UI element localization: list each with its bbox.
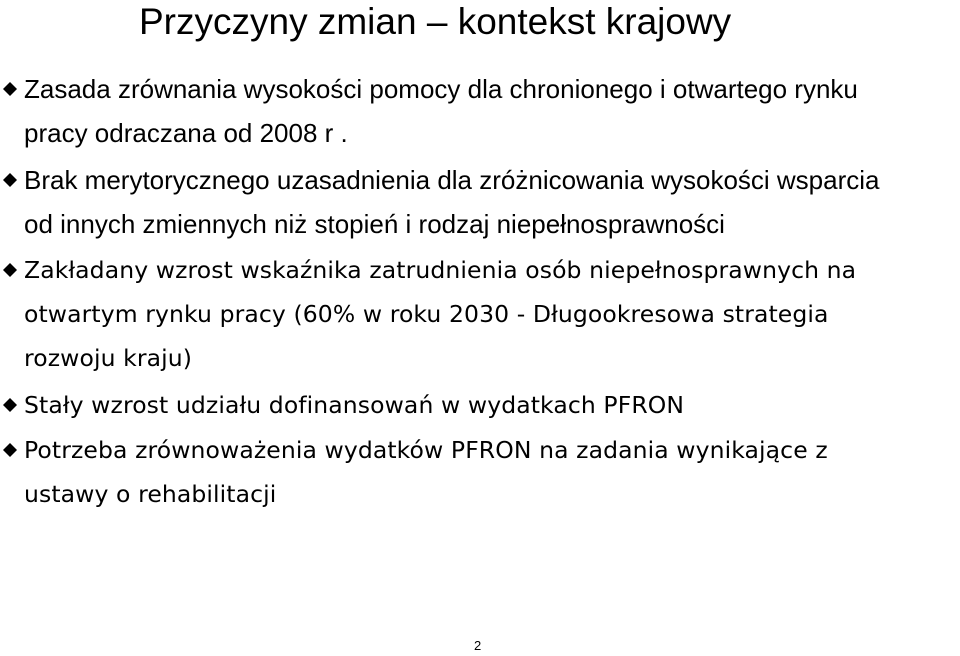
filled-diamond-icon: [3, 443, 17, 457]
bullet-text: [24, 383, 959, 427]
page-number: 2: [474, 638, 482, 653]
filled-diamond-icon: [3, 82, 17, 96]
bullet-line: Brak merytorycznego uzasadnienia dla zróżnicowania wysokości wsparcia: [24, 165, 880, 195]
filled-diamond-icon: [3, 398, 17, 412]
bullet-text: [24, 428, 959, 516]
filled-diamond-icon: [3, 263, 17, 277]
filled-diamond-icon: [3, 173, 17, 187]
bullet-line: Potrzeba zrównoważenia wydatków PFRON na zadania wynikające z: [24, 436, 828, 464]
bullet-line: Zasada zrównania wysokości pomocy dla chronionego i otwartego rynku: [24, 74, 858, 104]
bullet-line: rozwoju kraju): [24, 344, 193, 372]
bullet-line: otwartym rynku pracy (60% w roku 2030 - Długookresowa strategia: [24, 300, 829, 328]
bullet-line: od innych zmiennych niż stopień i rodzaj niepełnosprawności: [24, 209, 725, 239]
bullet-line: Zakładany wzrost wskaźnika zatrudnienia osób niepełnosprawnych na: [24, 256, 857, 284]
slide-title: Przyczyny zmian – kontekst krajowy: [139, 1, 732, 42]
bullet-line: pracy odraczana od 2008 r .: [24, 118, 348, 148]
bullet-line: ustawy o rehabilitacji: [24, 480, 277, 508]
bullet-line: Stały wzrost udziału dofinansowań w wydatkach PFRON: [24, 391, 685, 419]
bullet-text: [24, 67, 959, 155]
bullet-text: [24, 158, 959, 246]
bullet-text: [24, 248, 959, 380]
